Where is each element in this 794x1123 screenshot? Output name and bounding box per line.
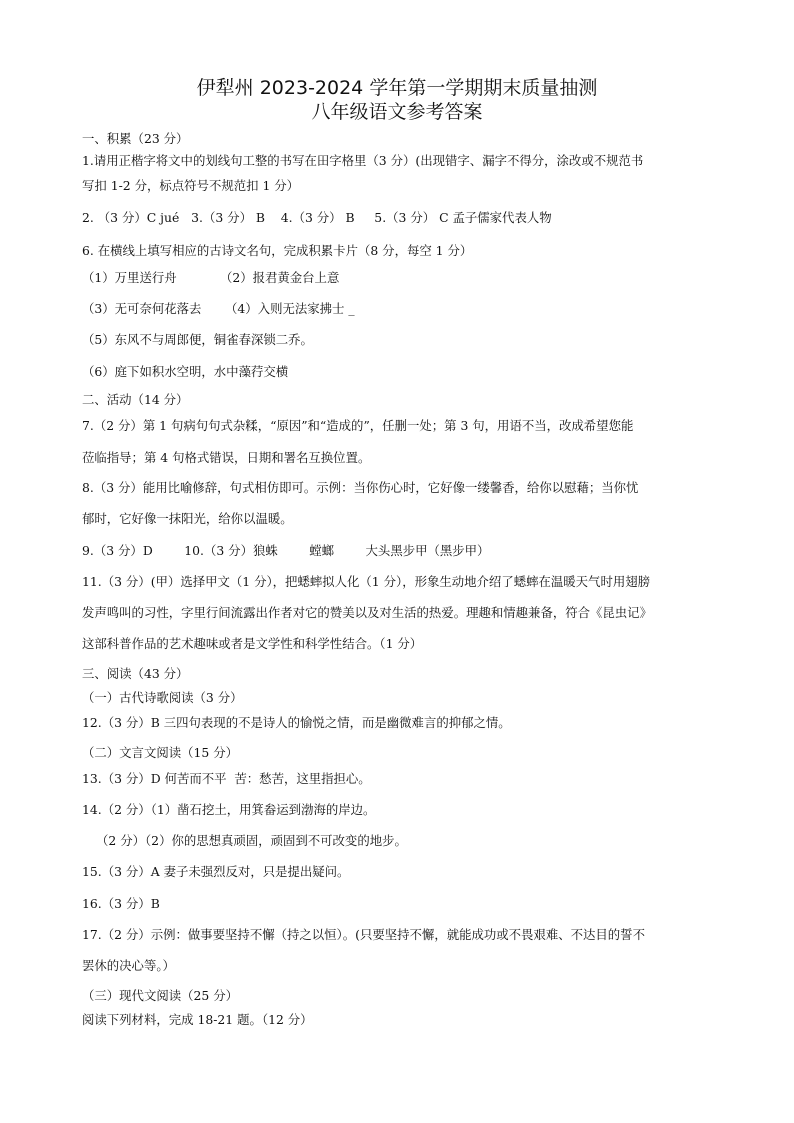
subsection-heading-modern: （三）现代文阅读（25 分） (82, 988, 239, 1003)
answer-line: （1）万里送行舟 （2）报君黄金台上意 (82, 270, 340, 285)
answer-line: 11.（3 分）(甲）选择甲文（1 分），把蟋蟀拟人化（1 分），形象生动地介绍了蟋蟀在温暖天气时用翅膀 (82, 574, 651, 589)
answer-line: （3）无可奈何花落去 （4）入则无法家拂士 _ (82, 301, 355, 316)
answer-line: 7.（2 分）第 1 句病句句式杂糅，“原因”和“造成的”，任删一处；第 3 句，用语不当，改成希望您能 (82, 418, 634, 433)
answer-line: 6. 在横线上填写相应的古诗文名句，完成积累卡片（8 分，每空 1 分） (82, 243, 473, 258)
answer-line: 这部科普作品的艺术趣味或者是文学性和科学性结合。（1 分） (82, 636, 423, 651)
answer-line: 莅临指导；第 4 句格式错误，日期和署名互换位置。 (82, 450, 371, 465)
answer-line: 14.（2 分）（1）凿石挖土，用箕畚运到渤海的岸边。 (82, 802, 376, 817)
answer-line: 12.（3 分）B 三四句表现的不是诗人的愉悦之情，而是幽微难言的抑郁之情。 (82, 715, 511, 730)
answer-line: 发声鸣叫的习性，字里行间流露出作者对它的赞美以及对生活的热爱。理趣和情趣兼备，符合《昆虫记》 (82, 605, 652, 620)
answer-line: 罢休的决心等。） (82, 958, 175, 973)
answer-line: 阅读下列材料，完成 18-21 题。（12 分） (82, 1012, 313, 1027)
answer-line: 1.请用正楷字将文中的划线句工整的书写在田字格里（3 分）(出现错字、漏字不得分，涂改或不规范书 (82, 153, 644, 168)
answer-line: 8.（3 分）能用比喻修辞，句式相仿即可。示例：当你伤心时，它好像一缕馨香，给你以慰藉；当你忧 (82, 480, 639, 495)
answer-line: 16.（3 分）B (82, 896, 160, 911)
section-heading-accumulation: 一、积累（23 分） (82, 131, 189, 146)
document-title: 伊犁州 2023-2024 学年第一学期期末质量抽测 (196, 77, 598, 99)
answer-line: 2. （3 分）C jué 3.（3 分） B 4.（3 分） B 5.（3 分） C 孟子儒家代表人物 (82, 210, 552, 225)
answer-line: （6）庭下如积水空明，水中藻荇交横 (82, 364, 289, 379)
section-heading-activity: 二、活动（14 分） (82, 392, 189, 407)
answer-line: 郁时，它好像一抹阳光，给你以温暖。 (82, 511, 293, 526)
answer-line: 17.（2 分）示例：做事要坚持不懈（持之以恒）。(只要坚持不懈，就能成功或不畏艰难、不达目的誓不 (82, 927, 645, 942)
section-heading-reading: 三、阅读（43 分） (82, 666, 189, 681)
answer-line: 写扣 1-2 分，标点符号不规范扣 1 分） (82, 178, 300, 193)
document-subtitle: 八年级语文参考答案 (311, 101, 483, 123)
answer-line: 15.（3 分）A 妻子未强烈反对，只是提出疑问。 (82, 864, 350, 879)
answer-line: 13.（3 分）D 何苦而不平 苦：愁苦，这里指担心。 (82, 771, 371, 786)
answer-line: （2 分）（2）你的思想真顽固，顽固到不可改变的地步。 (96, 833, 407, 848)
answer-line: 9.（3 分）D 10.（3 分）狼蛛 螳螂 大头黑步甲（黑步甲） (82, 543, 490, 558)
answer-line: （5）东风不与周郎便，铜雀春深锁二乔。 (82, 332, 313, 347)
subsection-heading-classical: （二）文言文阅读（15 分） (82, 745, 239, 760)
subsection-heading-poetry: （一）古代诗歌阅读（3 分） (82, 690, 243, 705)
